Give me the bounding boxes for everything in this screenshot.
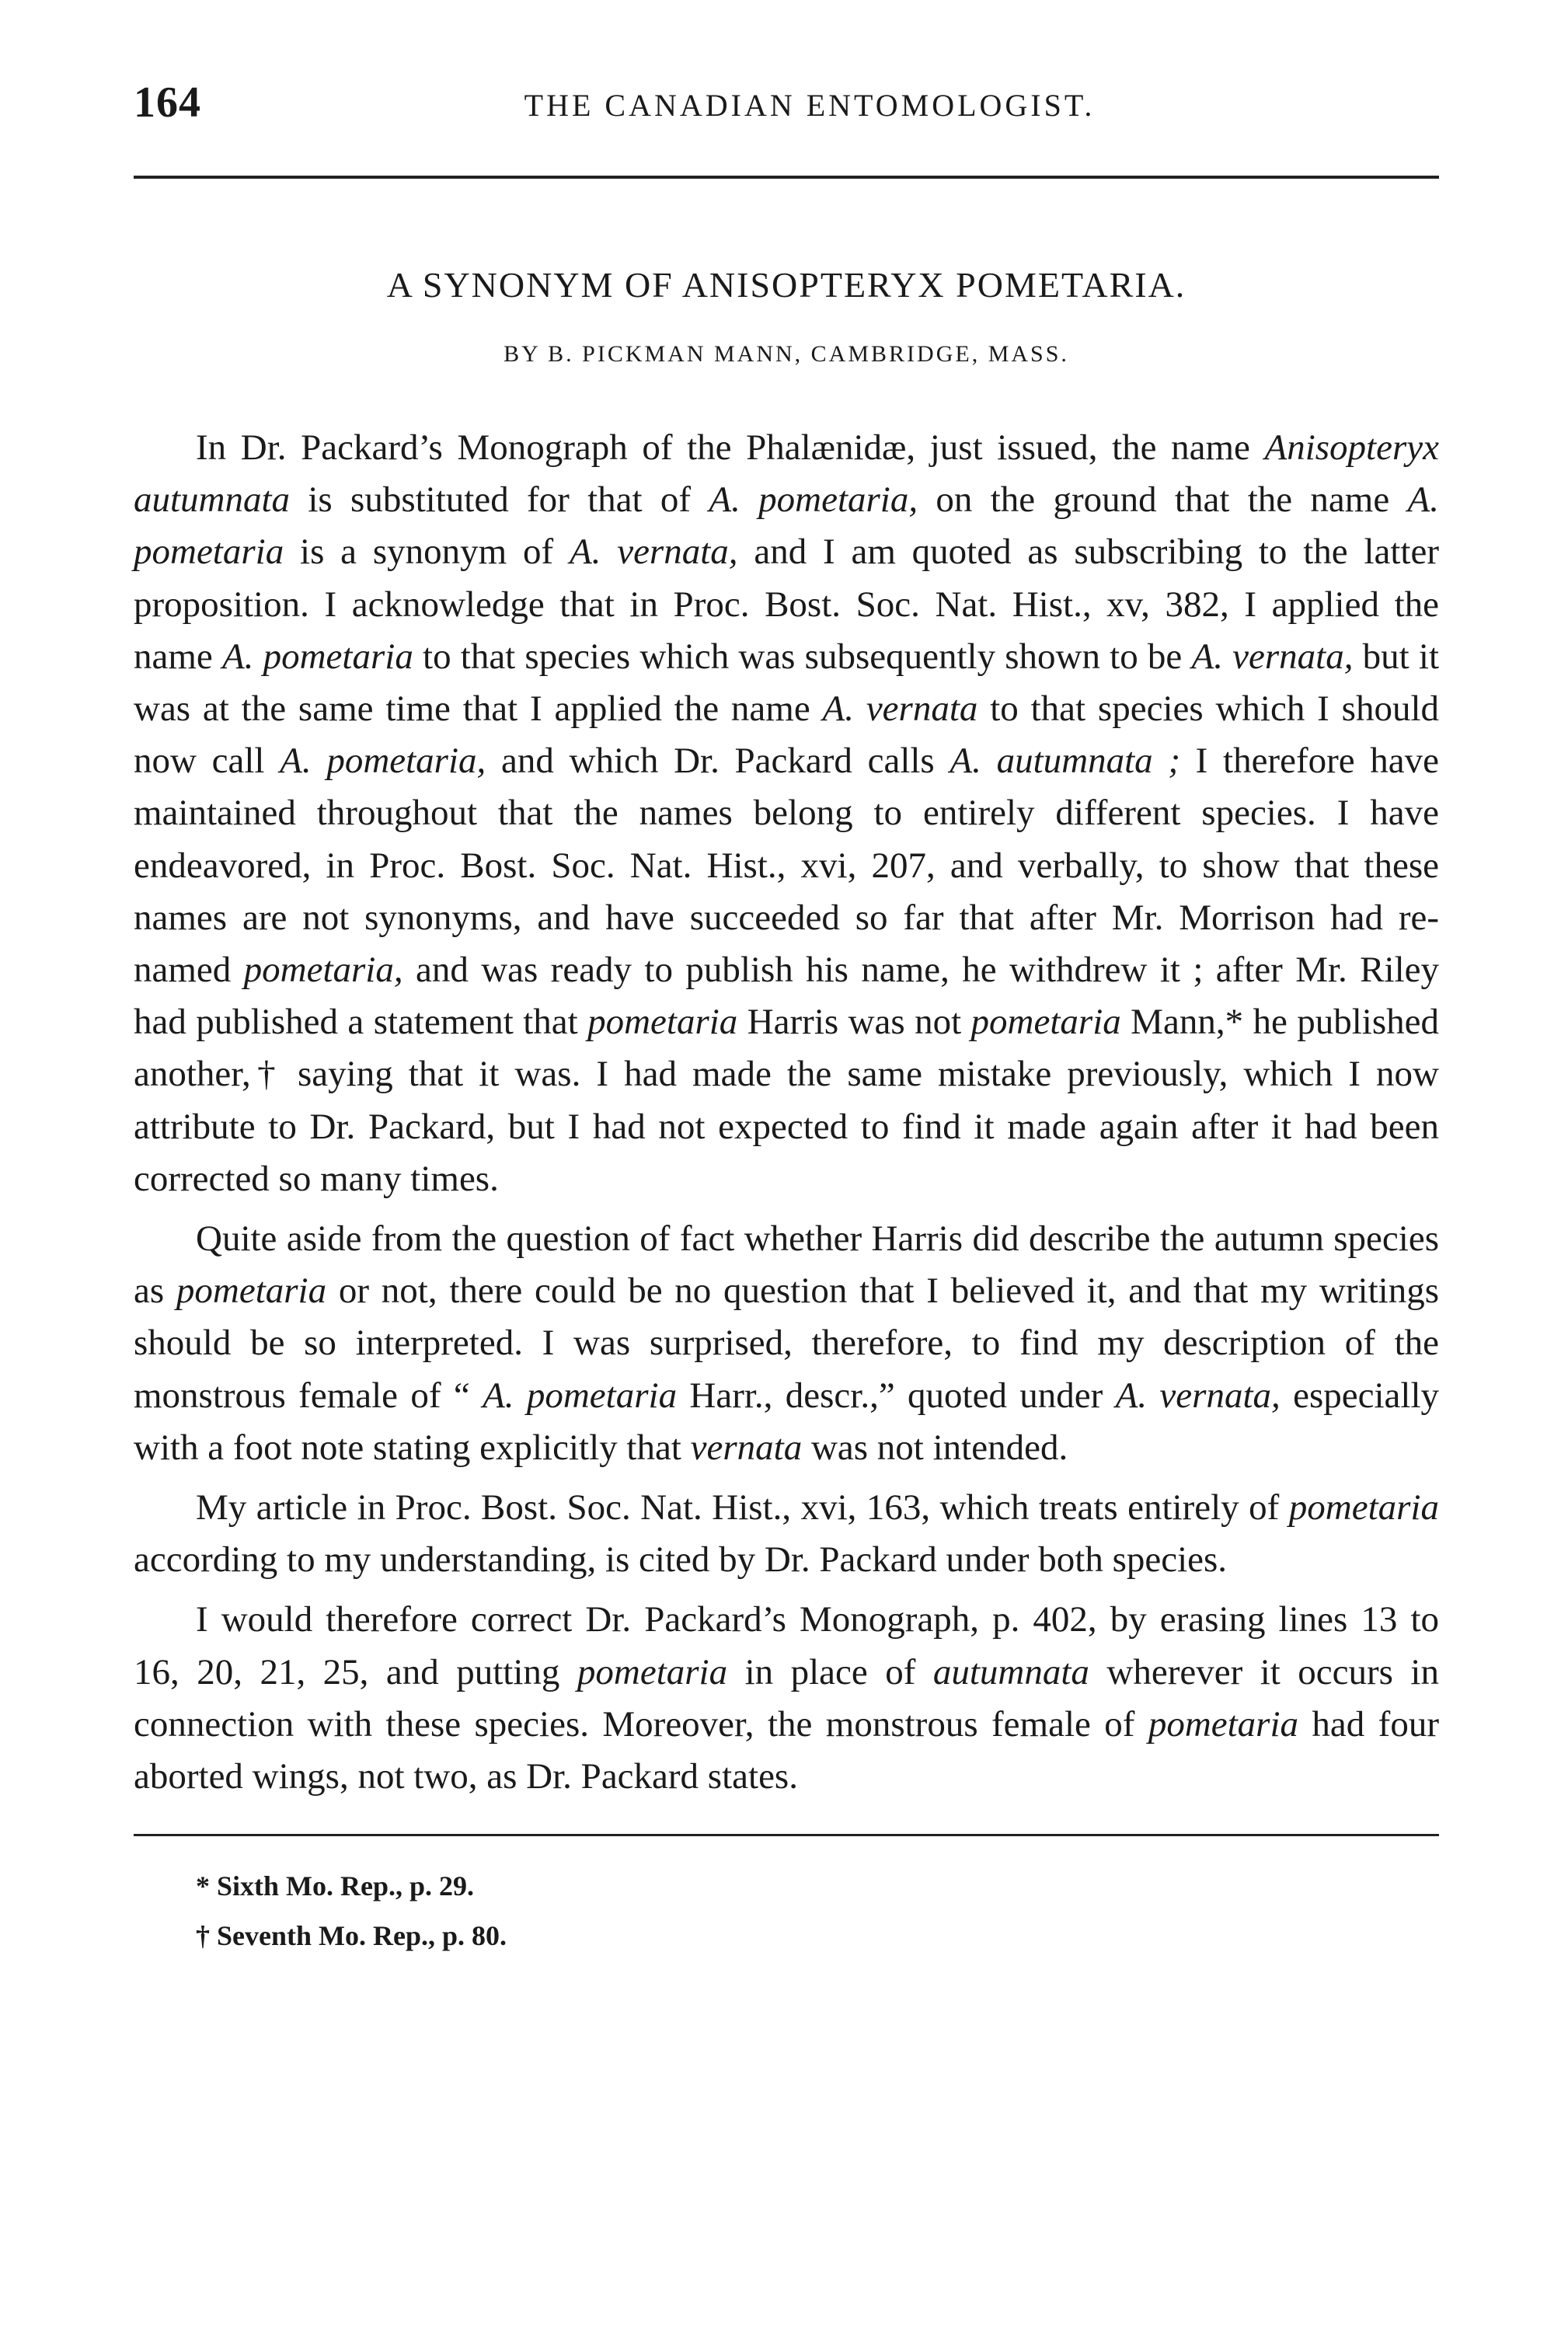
paragraph (134, 422, 1439, 1205)
text-run: but it was at the same time that I applied the name (134, 636, 1440, 730)
italic-run: pometaria (176, 1271, 327, 1312)
text-run: Harr., descr.,” quoted under (677, 1375, 1116, 1416)
journal-title: THE CANADIAN ENTOMOLOGIST. (524, 88, 1096, 123)
text-run: I would therefore correct Dr. Packard’s Monograph, p. 402, by erasing lines 13 to 16, 20, 21, 25, and putting (134, 1599, 1439, 1692)
text-run: In Dr. Packard’s Monograph of the Phalænidæ, just issued, the name (196, 427, 1265, 468)
text-run: Mann,* he published another,† saying that it was. I had made the same mistake previously, which I now attribute to Dr. Packard, but I had not expected to find it made again after it had been corrected so many times. (134, 1002, 1440, 1199)
text-run: or not, there could be no question that I believed it, and that my writings should be so interpreted. I was surprised, therefore, to find my description of the monstrous female of “ (134, 1271, 1439, 1416)
text-run: is a synonym of (284, 532, 570, 573)
text-run: to that species which I should now call (134, 688, 1440, 782)
byline: BY B. PICKMAN MANN, CAMBRIDGE, MASS. (504, 341, 1069, 367)
text-run: and which Dr. Packard calls (486, 741, 950, 782)
italic-run: A. autumnata ; (950, 741, 1180, 782)
text-run: according to my understanding, is cited by Dr. Packard under both species. (134, 1539, 1228, 1581)
text-run: I therefore have maintained throughout that the names belong to entirely different species. I have endeavored, in Proc. Bost. Soc. Nat. Hist., xvi, 207, and verbally, to show that these names are not synonyms, and have succeeded so far that after Mr. Morrison had re-named (134, 741, 1440, 991)
page-number: 164 (134, 78, 201, 127)
italic-run: vernata (690, 1427, 803, 1468)
italic-run: pometaria, (243, 950, 403, 991)
italic-run: pometaria (1288, 1487, 1439, 1529)
italic-run: pometaria (587, 1002, 738, 1043)
italic-run: autumnata (932, 1651, 1089, 1692)
paragraph (134, 1594, 1439, 1803)
italic-run: pometaria (970, 1002, 1121, 1043)
text-run: in place of (727, 1651, 933, 1692)
text-run: and was ready to publish his name, he withdrew it ; after Mr. Riley had published a statement that (134, 950, 1439, 1043)
italic-run: A. pometaria (134, 479, 1439, 573)
italic-run: A. pometaria, (280, 741, 486, 782)
text-run: Quite aside from the question of fact whether Harris did describe the autumn species as (134, 1218, 1439, 1312)
text-run: on the ground that the name (918, 479, 1408, 521)
article-body (134, 422, 1439, 1803)
text-run: and I am quoted as subscribing to the latter proposition. I acknowledge that in Proc. Bost. Soc. Nat. Hist., xv, 382, I applied the name (134, 532, 1440, 677)
footnote-rule (134, 1834, 1439, 1836)
italic-run: A. vernata, (569, 532, 738, 573)
text-run: had four aborted wings, not two, as Dr. Packard states. (134, 1703, 1439, 1797)
italic-run: A. vernata, (1115, 1375, 1281, 1416)
paragraph (134, 1482, 1439, 1586)
text-run: to that species which was subsequently shown to be (413, 636, 1192, 677)
footnotes (134, 1861, 1439, 1961)
paragraph (134, 1213, 1439, 1474)
page (134, 78, 1439, 1961)
italic-run: pometaria (1148, 1703, 1299, 1745)
footnote: † Seventh Mo. Rep., p. 80. (196, 1920, 507, 1952)
text-run: wherever it occurs in connection with these species. Moreover, the monstrous female of (134, 1651, 1439, 1745)
text-run: was not intended. (802, 1427, 1068, 1468)
italic-run: A. pometaria, (709, 479, 918, 521)
italic-run: A. pometaria (221, 636, 413, 677)
italic-run: A. pometaria (483, 1375, 678, 1416)
italic-run: pometaria (577, 1651, 728, 1692)
italic-run: A. vernata (822, 688, 978, 730)
text-run: is substituted for that of (290, 479, 709, 521)
italic-run: Anisopteryx autumnata (134, 427, 1439, 521)
italic-run: A. vernata, (1191, 636, 1354, 677)
text-run: My article in Proc. Bost. Soc. Nat. Hist., xvi, 163, which treats entirely of (196, 1487, 1289, 1529)
text-run: Harris was not (737, 1002, 971, 1043)
text-run: especially with a foot note stating explicitly that (134, 1375, 1440, 1468)
article-title: A SYNONYM OF ANISOPTERYX POMETARIA. (386, 265, 1186, 305)
header-rule (134, 176, 1439, 179)
footnote: * Sixth Mo. Rep., p. 29. (196, 1870, 475, 1902)
running-head (134, 78, 1439, 140)
